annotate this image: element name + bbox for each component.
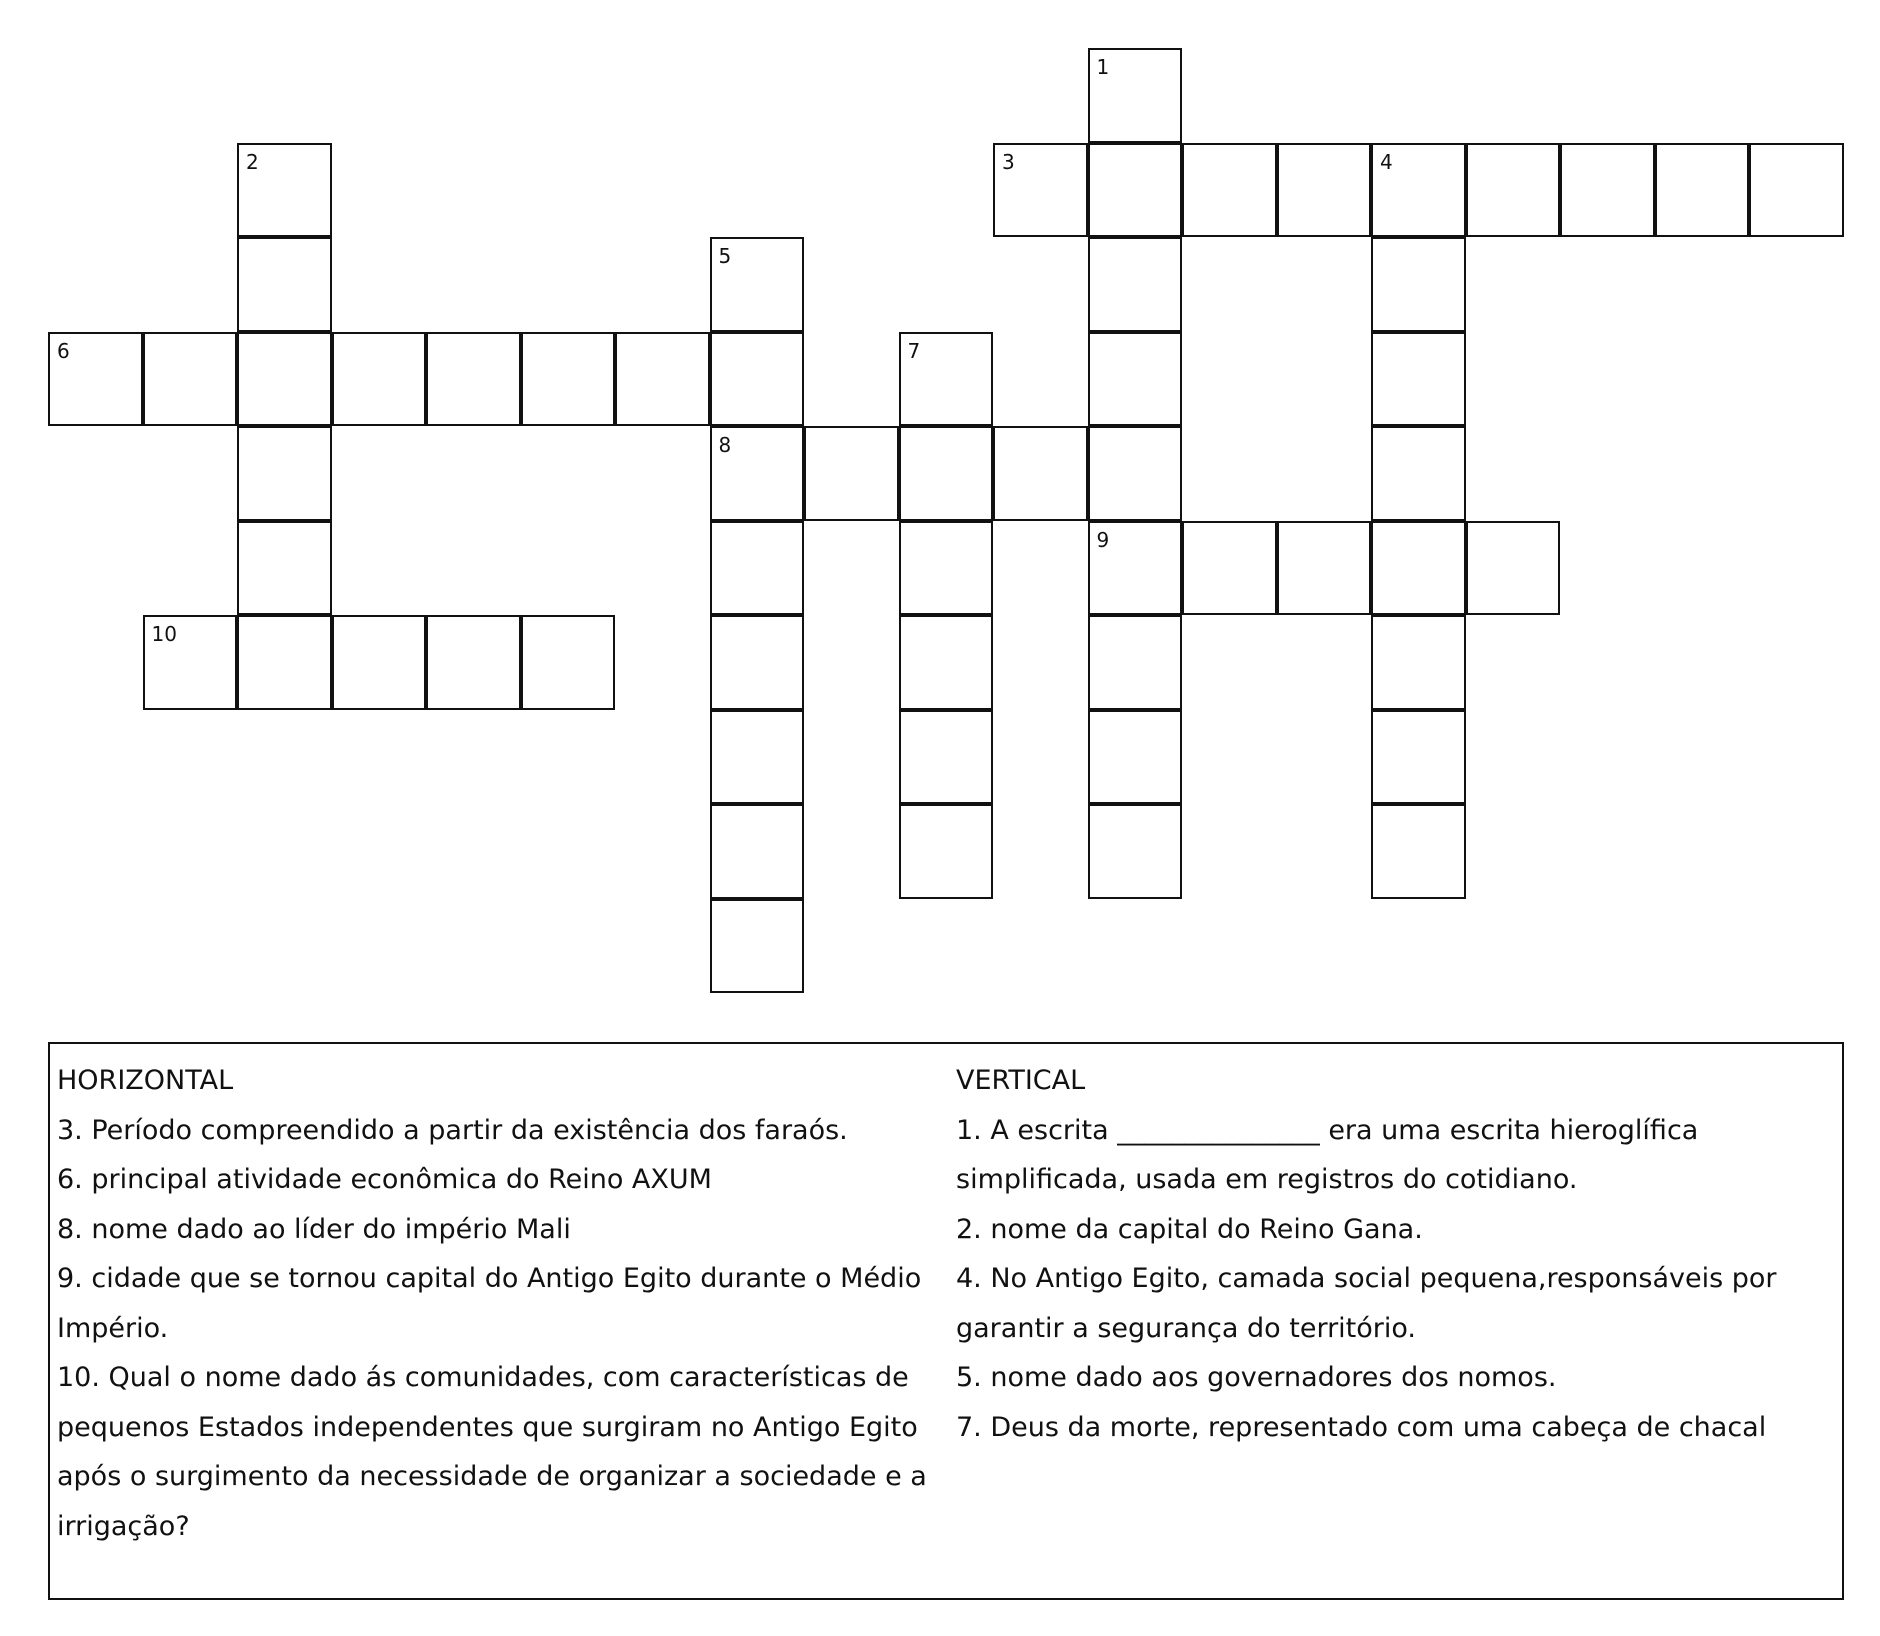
clue-vertical-4: 4. No Antigo Egito, camada social pequena,responsáveis por garantir a segurança do território. [956, 1263, 1777, 1344]
cell-input[interactable] [1090, 428, 1181, 519]
clue-number: 1 [1096, 55, 1110, 79]
cell-input[interactable] [712, 523, 803, 614]
crossword-cell[interactable] [710, 426, 805, 521]
crossword-cell[interactable] [332, 615, 427, 710]
cell-input[interactable] [712, 428, 803, 519]
cell-input[interactable] [712, 712, 803, 803]
cell-input[interactable] [50, 334, 141, 425]
crossword-cell[interactable] [1371, 710, 1466, 805]
clue-vertical-5: 5. nome dado aos governadores dos nomos. [956, 1362, 1557, 1393]
crossword-cell[interactable] [1088, 521, 1183, 616]
crossword-cell[interactable] [710, 237, 805, 332]
cell-input[interactable] [239, 617, 330, 708]
cell-input[interactable] [901, 617, 992, 708]
cell-input[interactable] [1279, 145, 1370, 236]
cell-input[interactable] [334, 617, 425, 708]
crossword-cell[interactable] [1088, 237, 1183, 332]
cell-input[interactable] [239, 428, 330, 519]
cell-input[interactable] [523, 617, 614, 708]
cell-input[interactable] [1279, 523, 1370, 614]
cell-input[interactable] [995, 145, 1086, 236]
cell-input[interactable] [1373, 523, 1464, 614]
cell-input[interactable] [1373, 334, 1464, 425]
cell-input[interactable] [1090, 334, 1181, 425]
crossword-cell[interactable] [143, 332, 238, 427]
cell-input[interactable] [145, 334, 236, 425]
crossword-cell[interactable] [1088, 615, 1183, 710]
clue-number: 7 [907, 338, 921, 363]
cell-input[interactable] [1090, 523, 1181, 614]
crossword-cell[interactable] [237, 143, 332, 238]
cell-input[interactable] [1562, 145, 1653, 236]
cell-input[interactable] [239, 145, 330, 236]
clue-number: 3 [1002, 149, 1015, 174]
clue-number: 4 [1380, 149, 1393, 174]
clue-number: 6 [57, 338, 70, 363]
vertical-heading: VERTICAL [956, 1065, 1086, 1096]
cell-input[interactable] [1468, 145, 1559, 236]
cell-input[interactable] [712, 334, 803, 425]
crossword-cell[interactable] [1371, 521, 1466, 616]
clues-box [48, 1042, 1844, 1600]
vertical-clues [956, 1056, 1836, 1452]
crossword-cell[interactable] [1749, 143, 1844, 238]
cell-input[interactable] [712, 617, 803, 708]
crossword-cell[interactable] [899, 615, 994, 710]
crossword-cell[interactable] [48, 332, 143, 427]
cell-input[interactable] [1373, 145, 1464, 236]
crossword-cell[interactable] [899, 521, 994, 616]
crossword-cell[interactable] [1088, 332, 1183, 427]
crossword-cell[interactable] [1277, 521, 1372, 616]
cell-input[interactable] [1373, 428, 1464, 519]
crossword-cell[interactable] [1088, 48, 1183, 143]
crossword-cell[interactable] [143, 615, 238, 710]
crossword-cell[interactable] [1371, 615, 1466, 710]
cell-input[interactable] [712, 806, 803, 897]
clue-horizontal-3: 3. Período compreendido a partir da existência dos faraós. [57, 1114, 848, 1146]
cell-input[interactable] [239, 334, 330, 425]
cell-input[interactable] [1373, 617, 1464, 708]
crossword-cell[interactable] [993, 143, 1088, 238]
crossword-cell[interactable] [1182, 143, 1277, 238]
clue-number: 9 [1096, 527, 1110, 552]
clue-vertical-1: 1. A escrita _______________ era uma escrita hieroglífica simplificada, usada em registros do cotidiano. [956, 1114, 1699, 1195]
crossword-cell[interactable] [710, 899, 805, 994]
clue-horizontal-10: 10. Qual o nome dado ás comunidades, com características de pequenos Estados independentes que surgiram no Antigo Egito após o surgimento da necessidade de organizar a sociedade e a irrigação? [57, 1362, 927, 1542]
cell-input[interactable] [1090, 145, 1181, 236]
crossword-cell[interactable] [1088, 426, 1183, 521]
cell-input[interactable] [712, 901, 803, 992]
crossword-cell[interactable] [899, 804, 994, 899]
horizontal-clues [57, 1056, 957, 1551]
crossword-cell[interactable] [521, 615, 616, 710]
cell-input[interactable] [1373, 239, 1464, 330]
crossword-cell[interactable] [1371, 426, 1466, 521]
crossword-cell[interactable] [899, 426, 994, 521]
crossword-cell[interactable] [1371, 332, 1466, 427]
cell-input[interactable] [1090, 50, 1181, 141]
crossword-cell[interactable] [237, 426, 332, 521]
cell-input[interactable] [1090, 712, 1181, 803]
crossword-cell[interactable] [426, 332, 521, 427]
crossword-cell[interactable] [1371, 804, 1466, 899]
cell-input[interactable] [428, 617, 519, 708]
cell-input[interactable] [239, 523, 330, 614]
cell-input[interactable] [1184, 523, 1275, 614]
cell-input[interactable] [334, 334, 425, 425]
crossword-cell[interactable] [426, 615, 521, 710]
cell-input[interactable] [1184, 145, 1275, 236]
clue-number: 5 [718, 244, 732, 268]
clue-number: 2 [246, 149, 259, 174]
crossword-cell[interactable] [1466, 143, 1561, 238]
cell-input[interactable] [1090, 617, 1181, 708]
crossword-cell[interactable] [521, 332, 616, 427]
crossword-cell[interactable] [804, 426, 899, 521]
horizontal-heading: HORIZONTAL [57, 1065, 234, 1096]
cell-input[interactable] [901, 806, 992, 897]
cell-input[interactable] [1751, 145, 1842, 236]
crossword-cell[interactable] [710, 710, 805, 805]
cell-input[interactable] [1373, 712, 1464, 803]
clue-horizontal-6: 6. principal atividade econômica do Reino AXUM [57, 1164, 712, 1195]
crossword-cell[interactable] [1182, 521, 1277, 616]
clue-horizontal-9: 9. cidade que se tornou capital do Antigo Egito durante o Médio Império. [57, 1263, 922, 1344]
clue-number: 10 [151, 622, 177, 646]
cell-input[interactable] [1090, 239, 1181, 330]
crossword-cell[interactable] [615, 332, 710, 427]
crossword-cell[interactable] [1088, 804, 1183, 899]
crossword-cell[interactable] [237, 615, 332, 710]
crossword-cell[interactable] [1655, 143, 1750, 238]
clue-number: 8 [718, 433, 732, 457]
crossword-cell[interactable] [1371, 237, 1466, 332]
crossword-cell[interactable] [1371, 143, 1466, 238]
clue-vertical-2: 2. nome da capital do Reino Gana. [956, 1213, 1423, 1245]
crossword-cell[interactable] [899, 710, 994, 805]
cell-input[interactable] [1090, 806, 1181, 897]
crossword-cell[interactable] [710, 804, 805, 899]
crossword-cell[interactable] [710, 615, 805, 710]
crossword-cell[interactable] [710, 521, 805, 616]
cell-input[interactable] [712, 239, 803, 330]
crossword-cell[interactable] [237, 237, 332, 332]
cell-input[interactable] [428, 334, 519, 425]
crossword-cell[interactable] [1560, 143, 1655, 238]
crossword-cell[interactable] [237, 332, 332, 427]
cell-input[interactable] [901, 334, 992, 425]
cell-input[interactable] [901, 712, 992, 803]
cell-input[interactable] [145, 617, 236, 708]
cell-input[interactable] [617, 334, 708, 425]
cell-input[interactable] [239, 239, 330, 330]
cell-input[interactable] [523, 334, 614, 425]
cell-input[interactable] [901, 428, 992, 519]
clue-vertical-7: 7. Deus da morte, representado com uma cabeça de chacal [956, 1411, 1767, 1443]
crossword-cell[interactable] [332, 332, 427, 427]
cell-input[interactable] [901, 523, 992, 614]
clue-horizontal-8: 8. nome dado ao líder do império Mali [57, 1213, 571, 1245]
crossword-cell[interactable] [1088, 710, 1183, 805]
crossword-cell[interactable] [1277, 143, 1372, 238]
crossword-cell[interactable] [237, 521, 332, 616]
cell-input[interactable] [1657, 145, 1748, 236]
cell-input[interactable] [806, 428, 897, 519]
crossword-cell[interactable] [1088, 143, 1183, 238]
crossword-cell[interactable] [1466, 521, 1561, 616]
crossword-cell[interactable] [993, 426, 1088, 521]
crossword-cell[interactable] [899, 332, 994, 427]
cell-input[interactable] [1373, 806, 1464, 897]
crossword-cell[interactable] [710, 332, 805, 427]
cell-input[interactable] [995, 428, 1086, 519]
cell-input[interactable] [1468, 523, 1559, 614]
